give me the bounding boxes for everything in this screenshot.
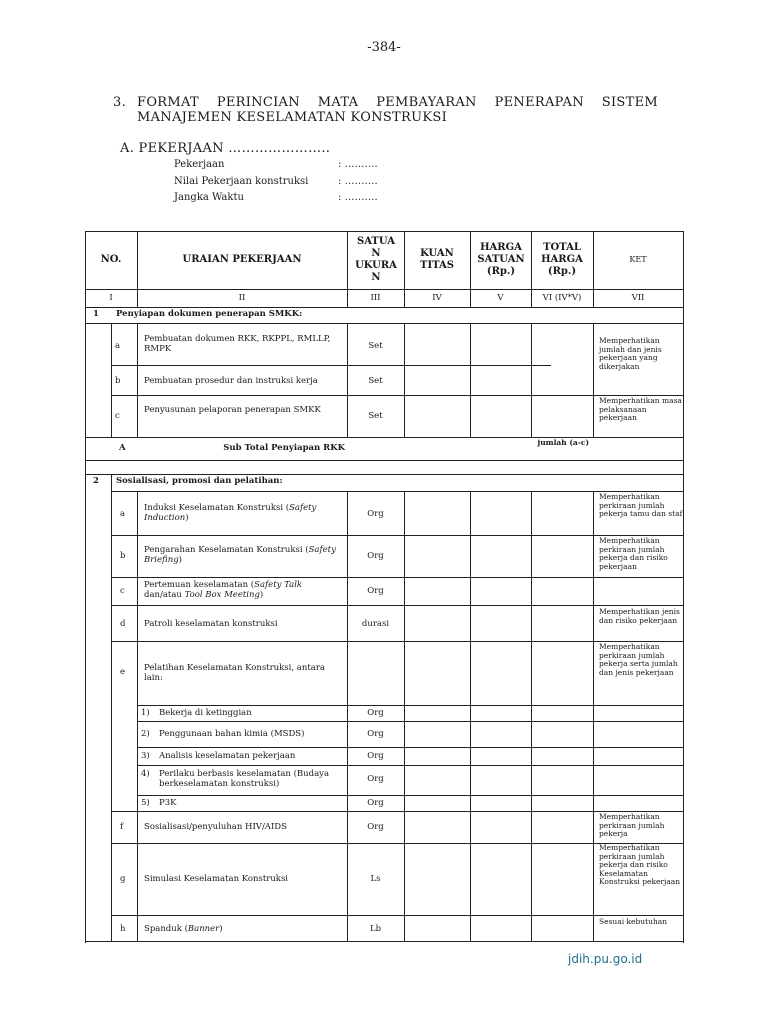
item-ket: Memperhatikan perkiraan jumlah pekerja dan risiko pekerjaan [599,536,668,571]
item-unit: Set [368,341,383,351]
table-rule [111,365,551,366]
table-rule [531,323,532,437]
item-letter: f [120,822,124,832]
item-unit: Set [368,411,383,421]
subitem-description: Penggunaan bahan kimia (MSDS) [159,729,305,739]
item-description: Induksi Keselamatan Konstruksi (Safety Induction) [144,503,317,523]
item-unit: durasi [361,619,390,629]
table-rule [85,289,684,290]
header-no: NO. [100,254,122,265]
table-rule [111,474,112,941]
table-rule [85,437,684,438]
info-value: : ………. [338,176,378,187]
item-ket: Memperhatikan jumlah dan jenis pekerjaan yang dikerjakan [599,336,662,371]
item-ket: Memperhatikan jenis dan risiko pekerjaan [599,607,680,625]
subitem-number: 1) [141,708,150,718]
table-rule [85,323,684,324]
table-rule [85,474,684,475]
table-rule [137,323,138,437]
item-ket: Memperhatikan perkiraan jumlah pekerja serta jumlah dan jenis pekerjaan [599,642,678,677]
item-description: Pembuatan dokumen RKK, RKPPL, RMLLP, RMPK [144,334,331,354]
table-rule [111,915,684,916]
item-unit: Org [367,822,384,832]
subtotal-label: Sub Total Penyiapan RKK [223,443,345,453]
header-uraian: URAIAN PEKERJAAN [182,254,302,265]
heading-line-2: MANAJEMEN KESELAMATAN KONSTRUKSI [137,110,448,125]
payment-table [85,231,684,943]
roman-vi: VI (IV*V) [542,293,582,303]
heading-number: 3. [113,95,127,110]
section-2-title: Sosialisasi, promosi dan pelatihan: [116,476,283,486]
item-letter: b [115,376,121,386]
subtotal-letter: A [119,443,126,453]
subitem-description: P3K [159,798,177,808]
item-unit: Lb [369,924,382,934]
subitem-unit: Org [367,774,384,784]
header-kuantitas: KUAN TITAS [420,248,454,271]
table-rule [404,323,405,437]
subitem-description: Analisis keselamatan pekerjaan [159,751,296,761]
table-rule [85,231,86,943]
table-rule [111,577,684,578]
subitem-unit: Org [367,729,384,739]
subitem-number: 2) [141,729,150,739]
subtotal-total: jumlah (a-c) [537,438,589,447]
table-rule [683,231,684,943]
item-description: Pertemuan keselamatan (Safety Talk dan/atau Tool Box Meeting) [144,580,303,600]
table-rule [137,721,684,722]
header-harga-satuan: HARGA SATUAN (Rp.) [477,242,525,277]
table-rule [85,231,684,232]
subitem-number: 3) [141,751,150,761]
table-rule [85,941,684,942]
item-description: Pelatihan Keselamatan Konstruksi, antara lain: [144,663,325,683]
item-letter: h [120,924,126,934]
subitem-unit: Org [367,751,384,761]
table-rule [85,460,684,461]
subitem-unit: Org [367,708,384,718]
roman-vii: VII [631,293,645,303]
header-ket: KET [629,255,647,264]
item-letter: e [120,667,126,677]
info-value: : ………. [338,159,378,170]
table-rule [593,491,594,941]
table-rule [85,307,684,308]
header-total-harga: TOTAL HARGA (Rp.) [541,242,583,277]
info-value: : ………. [338,192,378,203]
info-label: Nilai Pekerjaan konstruksi [174,176,309,187]
item-letter: g [120,874,126,884]
subitem-number: 4) [141,769,150,779]
item-description: Patroli keselamatan konstruksi [144,619,278,629]
item-unit: Ls [370,874,381,884]
table-rule [137,795,684,796]
item-letter: c [115,411,120,421]
item-ket: Memperhatikan perkiraan jumlah pekerja [599,812,665,838]
item-unit: Org [367,586,384,596]
table-rule [111,323,112,437]
item-description: Penyusunan pelaporan penerapan SMKK [144,405,321,415]
item-unit: Org [367,551,384,561]
table-rule [593,323,594,437]
item-ket: Memperhatikan masa pelaksanaan pekerjaan [599,396,682,422]
table-rule [531,491,532,941]
table-rule [470,323,471,437]
item-unit: Set [368,376,383,386]
table-rule [111,605,684,606]
subitem-description: Bekerja di ketinggian [159,708,252,718]
subitem-unit: Org [367,798,384,808]
subitem-number: 5) [141,798,150,808]
roman-v: V [497,293,504,303]
section-1-title: Penyiapan dokumen penerapan SMKK: [116,309,303,319]
section-title: A. PEKERJAAN ………………….. [120,141,331,156]
section-1-number: 1 [93,309,99,319]
roman-iv: IV [432,293,442,303]
page-number: -384- [367,40,401,55]
item-letter: c [120,586,125,596]
table-rule [137,765,684,766]
footer-link[interactable]: jdih.pu.go.id [568,952,643,966]
roman-iii: III [370,293,381,303]
item-letter: b [120,551,126,561]
subitem-description: Perilaku berbasis keselamatan (Budaya berkeselamatan konstruksi) [159,769,330,789]
item-unit: Org [367,509,384,519]
table-rule [404,491,405,941]
item-description: Sosialisasi/penyuluhan HIV/AIDS [144,822,287,832]
heading-line-1: FORMAT PERINCIAN MATA PEMBAYARAN PENERAPAN SISTEM [137,95,658,110]
section-2-number: 2 [93,476,99,486]
table-rule [470,491,471,941]
item-ket: Sesuai kebutuhan [599,917,668,926]
info-label: Jangka Waktu [174,192,244,203]
item-description: Pengarahan Keselamatan Konstruksi (Safety Briefing) [144,545,336,565]
item-description: Simulasi Keselamatan Konstruksi [144,874,289,884]
header-satuan: SATUA N UKURA N [355,236,397,283]
item-description: Pembuatan prosedur dan instruksi kerja [144,376,318,386]
item-ket: Memperhatikan perkiraan jumlah pekerja dan risiko Keselamatan Konstruksi pekerjaan [599,843,681,886]
table-rule [137,747,684,748]
table-rule [137,705,684,706]
item-description: Spanduk (Banner) [144,924,223,934]
item-letter: a [115,341,121,351]
item-ket: Memperhatikan perkiraan jumlah pekerja tamu dan staf [599,492,683,518]
info-label: Pekerjaan [174,159,225,170]
table-rule [137,491,138,941]
roman-i: I [109,293,113,303]
item-letter: d [120,619,126,629]
roman-ii: II [238,293,246,303]
item-letter: a [120,509,126,519]
